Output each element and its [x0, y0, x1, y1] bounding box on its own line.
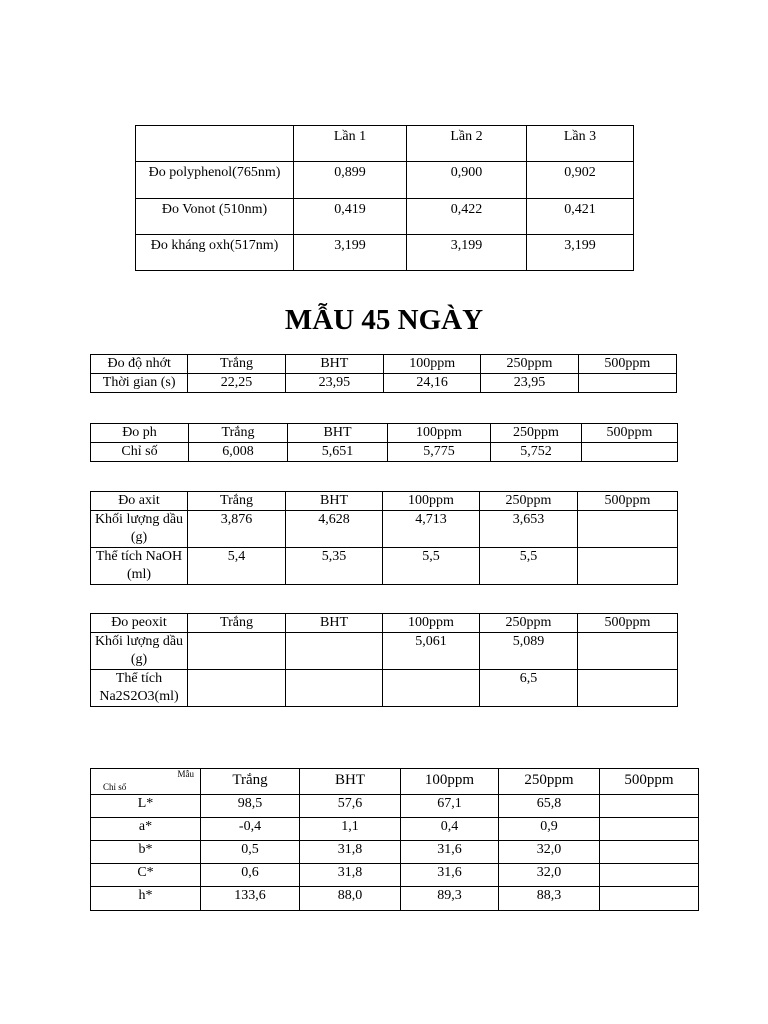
header-cell: 500ppm [582, 424, 678, 443]
corner-label-sample: Mẫu [177, 769, 194, 779]
row-label: Thể tích NaOH (ml) [91, 548, 188, 585]
header-cell: Đo ph [91, 424, 189, 443]
table-cell: 5,35 [286, 548, 383, 585]
table-cell: 23,95 [481, 374, 578, 393]
table-cell [188, 670, 286, 707]
header-cell: BHT [286, 614, 383, 633]
table-row [91, 443, 678, 462]
table-cell [578, 633, 678, 670]
corner-label-index: Chỉ số [103, 782, 127, 792]
absorbance-table [135, 125, 634, 271]
table-cell: 88,0 [300, 887, 401, 911]
table-row [91, 548, 678, 585]
peroxide-table [90, 613, 678, 707]
table-cell: 0,9 [499, 818, 600, 841]
table-row [136, 162, 634, 199]
table-row [136, 199, 634, 235]
table-cell: 5,061 [383, 633, 480, 670]
table-cell: 24,16 [383, 374, 480, 393]
table-cell: 31,8 [300, 841, 401, 864]
table-cell: 0,900 [407, 162, 527, 199]
row-label: Thời gian (s) [91, 374, 188, 393]
table-cell: 88,3 [499, 887, 600, 911]
row-label: Chỉ số [91, 443, 189, 462]
header-cell: Trắng [201, 769, 300, 795]
table-cell [600, 887, 699, 911]
header-cell: 500ppm [578, 492, 678, 511]
row-label: Thể tích Na2S2O3(ml) [91, 670, 188, 707]
table-header-row [91, 355, 677, 374]
header-cell: 250ppm [481, 355, 578, 374]
table-cell [582, 443, 678, 462]
table-cell: 4,628 [286, 511, 383, 548]
header-cell: 250ppm [480, 614, 578, 633]
header-cell: 100ppm [388, 424, 491, 443]
header-cell: 250ppm [491, 424, 582, 443]
table-cell: 3,199 [527, 235, 634, 271]
table-cell [600, 841, 699, 864]
table-row [91, 670, 678, 707]
table-row [91, 864, 699, 887]
page-title: MẪU 45 NGÀY [284, 304, 484, 336]
table-cell: 3,876 [188, 511, 286, 548]
table-header-row [136, 126, 634, 162]
viscosity-table [90, 354, 677, 393]
header-cell: Lần 1 [294, 126, 407, 162]
table-cell: 5,5 [480, 548, 578, 585]
table-cell: 6,008 [189, 443, 288, 462]
table-cell: 5,775 [388, 443, 491, 462]
table-cell: 3,653 [480, 511, 578, 548]
table-header-row [91, 614, 678, 633]
color-table [90, 768, 699, 911]
header-cell: Trắng [189, 424, 288, 443]
header-cell: 100ppm [383, 355, 480, 374]
row-label: b* [91, 841, 201, 864]
table-cell: 22,25 [188, 374, 285, 393]
header-cell: 250ppm [480, 492, 578, 511]
table-cell [578, 548, 678, 585]
header-cell: Đo peoxit [91, 614, 188, 633]
table-cell [188, 633, 286, 670]
table-cell: 32,0 [499, 841, 600, 864]
table-cell: 65,8 [499, 795, 600, 818]
acid-table [90, 491, 678, 585]
header-cell: Trắng [188, 492, 286, 511]
table-header-row [91, 492, 678, 511]
table-header-row [91, 424, 678, 443]
table-row [91, 841, 699, 864]
header-cell: BHT [288, 424, 388, 443]
header-cell: Lần 3 [527, 126, 634, 162]
header-cell: BHT [285, 355, 383, 374]
row-label: L* [91, 795, 201, 818]
row-label: Đo polyphenol(765nm) [136, 162, 294, 199]
table-row [91, 818, 699, 841]
table-cell: 0,6 [201, 864, 300, 887]
table-row [91, 795, 699, 818]
table-cell: 3,199 [407, 235, 527, 271]
header-cell: 100ppm [383, 492, 480, 511]
table-cell: 0,422 [407, 199, 527, 235]
table-cell [600, 795, 699, 818]
corner-header-cell [91, 769, 201, 795]
table-cell: -0,4 [201, 818, 300, 841]
table-cell [286, 633, 383, 670]
table-cell: 5,089 [480, 633, 578, 670]
table-cell [578, 670, 678, 707]
table-cell: 0,4 [401, 818, 499, 841]
table-cell [578, 374, 676, 393]
row-label: Đo Vonot (510nm) [136, 199, 294, 235]
table-cell: 5,5 [383, 548, 480, 585]
table-cell [578, 511, 678, 548]
table-cell: 89,3 [401, 887, 499, 911]
table-cell [600, 818, 699, 841]
table-cell: 31,6 [401, 864, 499, 887]
header-cell: Lần 2 [407, 126, 527, 162]
header-cell: Đo axit [91, 492, 188, 511]
row-label: h* [91, 887, 201, 911]
table-cell: 98,5 [201, 795, 300, 818]
table-cell: 57,6 [300, 795, 401, 818]
table-cell: 23,95 [285, 374, 383, 393]
header-cell: 500ppm [600, 769, 699, 795]
header-cell: 100ppm [383, 614, 480, 633]
ph-table [90, 423, 678, 462]
table-cell: 3,199 [294, 235, 407, 271]
header-cell: Trắng [188, 355, 285, 374]
table-cell: 133,6 [201, 887, 300, 911]
row-label: a* [91, 818, 201, 841]
table-cell: 1,1 [300, 818, 401, 841]
table-cell: 0,419 [294, 199, 407, 235]
table-cell: 6,5 [480, 670, 578, 707]
table-cell: 0,5 [201, 841, 300, 864]
table-header-row [91, 769, 699, 795]
table-cell: 31,8 [300, 864, 401, 887]
table-cell: 0,899 [294, 162, 407, 199]
table-cell [383, 670, 480, 707]
header-cell: 500ppm [578, 614, 678, 633]
header-cell [136, 126, 294, 162]
row-label: C* [91, 864, 201, 887]
header-cell: 250ppm [499, 769, 600, 795]
table-cell: 5,752 [491, 443, 582, 462]
header-cell: Đo độ nhớt [91, 355, 188, 374]
table-cell: 5,4 [188, 548, 286, 585]
table-row [91, 887, 699, 911]
row-label: Khối lượng dầu (g) [91, 511, 188, 548]
header-cell: Trắng [188, 614, 286, 633]
table-cell: 67,1 [401, 795, 499, 818]
table-row [91, 633, 678, 670]
header-cell: BHT [286, 492, 383, 511]
table-cell: 5,651 [288, 443, 388, 462]
header-cell: 500ppm [578, 355, 676, 374]
table-cell: 4,713 [383, 511, 480, 548]
table-row [136, 235, 634, 271]
table-cell: 0,902 [527, 162, 634, 199]
row-label: Đo kháng oxh(517nm) [136, 235, 294, 271]
table-cell: 31,6 [401, 841, 499, 864]
header-cell: BHT [300, 769, 401, 795]
row-label: Khối lượng dầu (g) [91, 633, 188, 670]
table-row [91, 511, 678, 548]
table-cell [286, 670, 383, 707]
table-cell: 32,0 [499, 864, 600, 887]
table-cell [600, 864, 699, 887]
table-cell: 0,421 [527, 199, 634, 235]
table-row [91, 374, 677, 393]
header-cell: 100ppm [401, 769, 499, 795]
